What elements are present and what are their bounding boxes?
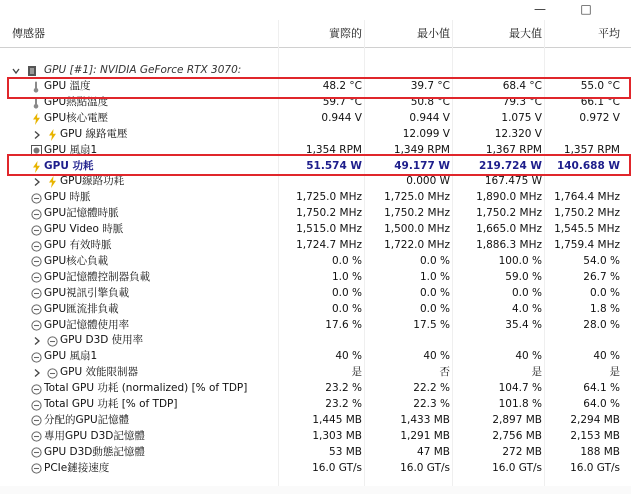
table-row[interactable]	[0, 302, 631, 318]
chevron-right-icon[interactable]	[31, 367, 43, 379]
sensor-name-cell	[0, 365, 280, 381]
gauge-icon	[30, 240, 42, 252]
sensor-label: GPU記憶體控制器負載	[44, 270, 151, 283]
current-value: 0.944 V	[321, 111, 362, 124]
min-value: 1.0 %	[419, 270, 450, 283]
sensor-label: GPU視訊引擎負載	[44, 286, 130, 299]
table-row[interactable]	[0, 397, 631, 413]
gauge-icon	[30, 383, 42, 395]
min-value: 1,291 MB	[400, 429, 450, 442]
gauge-icon	[30, 256, 42, 268]
max-value: 59.0 %	[505, 270, 542, 283]
sensor-label: GPU D3D動態記憶體	[44, 445, 145, 458]
sensor-group-label: GPU [#1]: NVIDIA GeForce RTX 3070:	[44, 64, 242, 76]
gauge-icon	[30, 304, 42, 316]
avg-value: 1,357 RPM	[563, 143, 620, 156]
current-value: 1.0 %	[331, 270, 362, 283]
table-row[interactable]	[0, 333, 631, 349]
current-value: 是	[351, 366, 362, 379]
max-value: 4.0 %	[511, 302, 542, 315]
table-row[interactable]	[0, 270, 631, 286]
current-value: 1,445 MB	[312, 413, 362, 426]
bottom-bar	[0, 486, 631, 494]
table-row[interactable]	[0, 413, 631, 429]
min-value: 17.5 %	[413, 318, 450, 331]
avg-value: 40 %	[593, 350, 620, 363]
current-value: 0.0 %	[331, 302, 362, 315]
gpu-chip-icon	[26, 65, 38, 77]
min-value: 1,500.0 MHz	[384, 223, 450, 236]
avg-value: 1,759.4 MHz	[554, 239, 620, 251]
sensor-name-cell	[0, 333, 280, 349]
avg-value: 16.0 GT/s	[570, 461, 620, 474]
gauge-icon	[30, 320, 42, 332]
avg-value: 66.1 °C	[580, 95, 620, 108]
max-value: 2,756 MB	[492, 429, 542, 442]
current-value: 16.0 GT/s	[312, 461, 362, 474]
sensor-name-cell	[0, 302, 280, 318]
max-value: 272 MB	[502, 445, 542, 458]
current-value	[280, 333, 362, 349]
sensor-label: GPU 效能限制器	[60, 366, 138, 379]
table-row[interactable]	[0, 429, 631, 445]
max-value: 12.320 V	[494, 127, 542, 140]
max-value: 2,897 MB	[492, 413, 542, 426]
avg-value: 1.8 %	[589, 302, 620, 315]
gauge-icon	[30, 415, 42, 427]
chevron-down-icon[interactable]	[10, 65, 22, 77]
gauge-icon	[30, 272, 42, 284]
sensor-name-cell	[0, 270, 280, 286]
sensor-label: GPU線路功耗	[60, 175, 125, 188]
window-titlebar	[0, 0, 631, 20]
gauge-icon	[30, 399, 42, 411]
column-header	[0, 20, 631, 48]
max-value: 1,886.3 MHz	[476, 239, 542, 251]
min-value: 1,349 RPM	[393, 143, 450, 156]
max-value: 1,750.2 MHz	[476, 207, 542, 220]
sensor-label: GPU 時脈	[44, 191, 91, 204]
avg-value: 1,764.4 MHz	[554, 191, 620, 204]
current-value: 1,515.0 MHz	[296, 223, 362, 236]
sensor-label: GPU 有效時脈	[44, 239, 112, 251]
header-avg[interactable]: 平均	[598, 27, 620, 40]
table-row[interactable]	[0, 222, 631, 238]
lightning-bolt-icon	[46, 129, 58, 141]
sensor-name-cell	[0, 349, 280, 365]
table-row[interactable]	[0, 286, 631, 302]
table-row[interactable]	[0, 206, 631, 222]
min-value: 22.3 %	[413, 398, 450, 410]
sensor-label: GPU D3D 使用率	[60, 334, 144, 347]
minimize-icon[interactable]: —	[534, 2, 546, 16]
avg-value: 0.972 V	[579, 111, 620, 124]
sensor-label: GPU 溫度	[44, 80, 91, 92]
sensor-label: GPU記憶體時脈	[44, 207, 119, 220]
max-value: 104.7 %	[498, 382, 542, 395]
avg-value: 26.7 %	[583, 270, 620, 283]
current-value	[280, 127, 362, 143]
sensor-label: GPU記憶體使用率	[44, 318, 130, 331]
max-value: 167.475 W	[484, 175, 542, 188]
sensor-label: GPU核心負載	[44, 254, 109, 267]
avg-value: 64.0 %	[583, 398, 620, 410]
table-row[interactable]	[0, 381, 631, 397]
max-value: 是	[531, 366, 542, 379]
gauge-icon	[30, 192, 42, 204]
avg-value: 是	[609, 366, 620, 379]
sensor-name-cell	[0, 222, 280, 238]
avg-value: 188 MB	[580, 445, 620, 458]
max-value: 101.8 %	[498, 398, 542, 410]
current-value: 1,725.0 MHz	[296, 191, 362, 204]
chevron-right-icon[interactable]	[31, 176, 43, 188]
min-value: 否	[439, 366, 450, 379]
gauge-icon	[30, 447, 42, 459]
current-value: 51.574 W	[306, 159, 362, 172]
max-value: 79.3 °C	[502, 95, 542, 108]
sensor-label: Total GPU 功耗 [% of TDP]	[44, 398, 178, 410]
table-row[interactable]	[0, 111, 631, 127]
sensor-name-cell	[0, 127, 280, 143]
current-value: 23.2 %	[325, 398, 362, 410]
sensor-name-cell	[0, 111, 280, 127]
sensor-name-cell	[0, 206, 280, 222]
min-value: 39.7 °C	[410, 80, 450, 92]
header-max[interactable]: 最大值	[509, 27, 542, 40]
sensor-name-cell	[0, 318, 280, 334]
sensor-label: Total GPU 功耗 (normalized) [% of TDP]	[44, 382, 248, 395]
min-value: 22.2 %	[413, 382, 450, 395]
sensor-name-cell	[0, 381, 280, 397]
gauge-icon	[46, 367, 58, 379]
current-value: 40 %	[335, 350, 362, 363]
chevron-right-icon[interactable]	[31, 335, 43, 347]
min-value: 40 %	[423, 350, 450, 363]
table-row[interactable]	[0, 349, 631, 365]
table-row[interactable]	[0, 254, 631, 270]
current-value: 48.2 °C	[322, 80, 362, 92]
header-min[interactable]: 最小值	[417, 27, 450, 40]
sensor-label: GPU熱點溫度	[44, 95, 109, 108]
current-value: 1,750.2 MHz	[296, 207, 362, 220]
max-value: 0.0 %	[511, 286, 542, 299]
current-value: 1,303 MB	[312, 429, 362, 442]
table-row[interactable]	[0, 365, 631, 381]
sensor-label: GPU匯流排負載	[44, 302, 119, 315]
min-value: 0.944 V	[409, 111, 450, 124]
sensor-label: GPU Video 時脈	[44, 223, 124, 236]
maximize-icon[interactable]: □	[580, 2, 592, 16]
lightning-bolt-icon	[30, 113, 42, 125]
sensor-label: GPU 線路電壓	[60, 127, 128, 140]
max-value: 219.724 W	[478, 159, 542, 172]
avg-value: 1,750.2 MHz	[554, 207, 620, 220]
gauge-icon	[30, 351, 42, 363]
sensor-name-cell	[0, 461, 280, 477]
max-value	[452, 333, 542, 349]
table-row[interactable]	[0, 127, 631, 143]
max-value: 1,367 RPM	[485, 143, 542, 156]
sensor-name-cell	[0, 429, 280, 445]
avg-value	[544, 174, 620, 190]
highlight-box-temperature	[7, 77, 631, 99]
current-value: 23.2 %	[325, 382, 362, 395]
table-row[interactable]	[0, 318, 631, 334]
current-value	[280, 174, 362, 190]
min-value: 1,750.2 MHz	[384, 207, 450, 220]
gauge-icon	[46, 335, 58, 347]
current-value: 0.0 %	[331, 254, 362, 267]
avg-value: 2,153 MB	[570, 429, 620, 442]
avg-value: 28.0 %	[583, 318, 620, 331]
max-value: 40 %	[515, 350, 542, 363]
avg-value	[544, 333, 620, 349]
gauge-icon	[30, 463, 42, 475]
min-value: 16.0 GT/s	[400, 461, 450, 474]
min-value	[364, 333, 450, 349]
min-value: 0.0 %	[419, 254, 450, 267]
gauge-icon	[30, 431, 42, 443]
max-value: 1,890.0 MHz	[476, 191, 542, 204]
header-current[interactable]: 實際的	[329, 27, 362, 40]
min-value: 0.0 %	[419, 286, 450, 299]
gauge-icon	[30, 224, 42, 236]
current-value: 53 MB	[329, 445, 362, 458]
sensor-name-cell	[0, 413, 280, 429]
max-value: 16.0 GT/s	[492, 461, 542, 474]
sensor-name-cell	[0, 238, 280, 254]
gauge-icon	[30, 288, 42, 300]
sensor-label: PCIe鏈接速度	[44, 461, 110, 474]
lightning-bolt-icon	[46, 176, 58, 188]
current-value: 0.0 %	[331, 286, 362, 299]
table-row[interactable]	[0, 190, 631, 206]
avg-value: 2,294 MB	[570, 413, 620, 426]
current-value: 1,354 RPM	[305, 143, 362, 156]
min-value: 50.8 °C	[410, 95, 450, 108]
min-value: 0.000 W	[406, 175, 450, 188]
gauge-icon	[30, 208, 42, 220]
min-value: 1,722.0 MHz	[384, 239, 450, 251]
max-value: 68.4 °C	[502, 80, 542, 92]
sensor-label: GPU核心電壓	[44, 111, 109, 124]
sensor-label: GPU 風扇1	[44, 143, 98, 156]
table-row[interactable]	[0, 174, 631, 190]
sensor-name-cell	[0, 254, 280, 270]
highlight-box-power	[7, 154, 631, 176]
current-value: 17.6 %	[325, 318, 362, 331]
avg-value: 1,545.5 MHz	[554, 223, 620, 236]
sensor-label: GPU 風扇1	[44, 350, 98, 363]
max-value: 35.4 %	[505, 318, 542, 331]
avg-value: 55.0 °C	[580, 80, 620, 92]
min-value: 49.177 W	[394, 159, 450, 172]
avg-value	[544, 127, 620, 143]
sensor-label: 分配的GPU記憶體	[44, 413, 130, 426]
max-value: 1.075 V	[501, 111, 542, 124]
max-value: 1,665.0 MHz	[476, 223, 542, 236]
sensor-label: 專用GPU D3D記憶體	[44, 429, 145, 442]
min-value: 47 MB	[417, 445, 450, 458]
chevron-right-icon[interactable]	[31, 129, 43, 141]
sensor-name-cell	[0, 445, 280, 461]
sensor-name-cell	[0, 286, 280, 302]
min-value: 1,433 MB	[400, 413, 450, 426]
avg-value: 54.0 %	[583, 254, 620, 267]
sensor-label: GPU 功耗	[44, 159, 94, 172]
current-value: 1,724.7 MHz	[296, 239, 362, 251]
min-value: 12.099 V	[402, 127, 450, 140]
sensor-name-cell	[0, 397, 280, 413]
table-row[interactable]	[0, 445, 631, 461]
avg-value: 140.688 W	[556, 159, 620, 172]
min-value: 0.0 %	[419, 302, 450, 315]
header-sensor[interactable]: 傳感器	[12, 27, 45, 40]
table-row[interactable]	[0, 238, 631, 254]
current-value: 59.7 °C	[322, 95, 362, 108]
max-value: 100.0 %	[498, 254, 542, 267]
sensor-name-cell	[0, 174, 280, 190]
min-value: 1,725.0 MHz	[384, 191, 450, 204]
avg-value: 0.0 %	[589, 286, 620, 299]
sensor-name-cell	[0, 190, 280, 206]
avg-value: 64.1 %	[583, 382, 620, 395]
table-row[interactable]	[0, 461, 631, 477]
